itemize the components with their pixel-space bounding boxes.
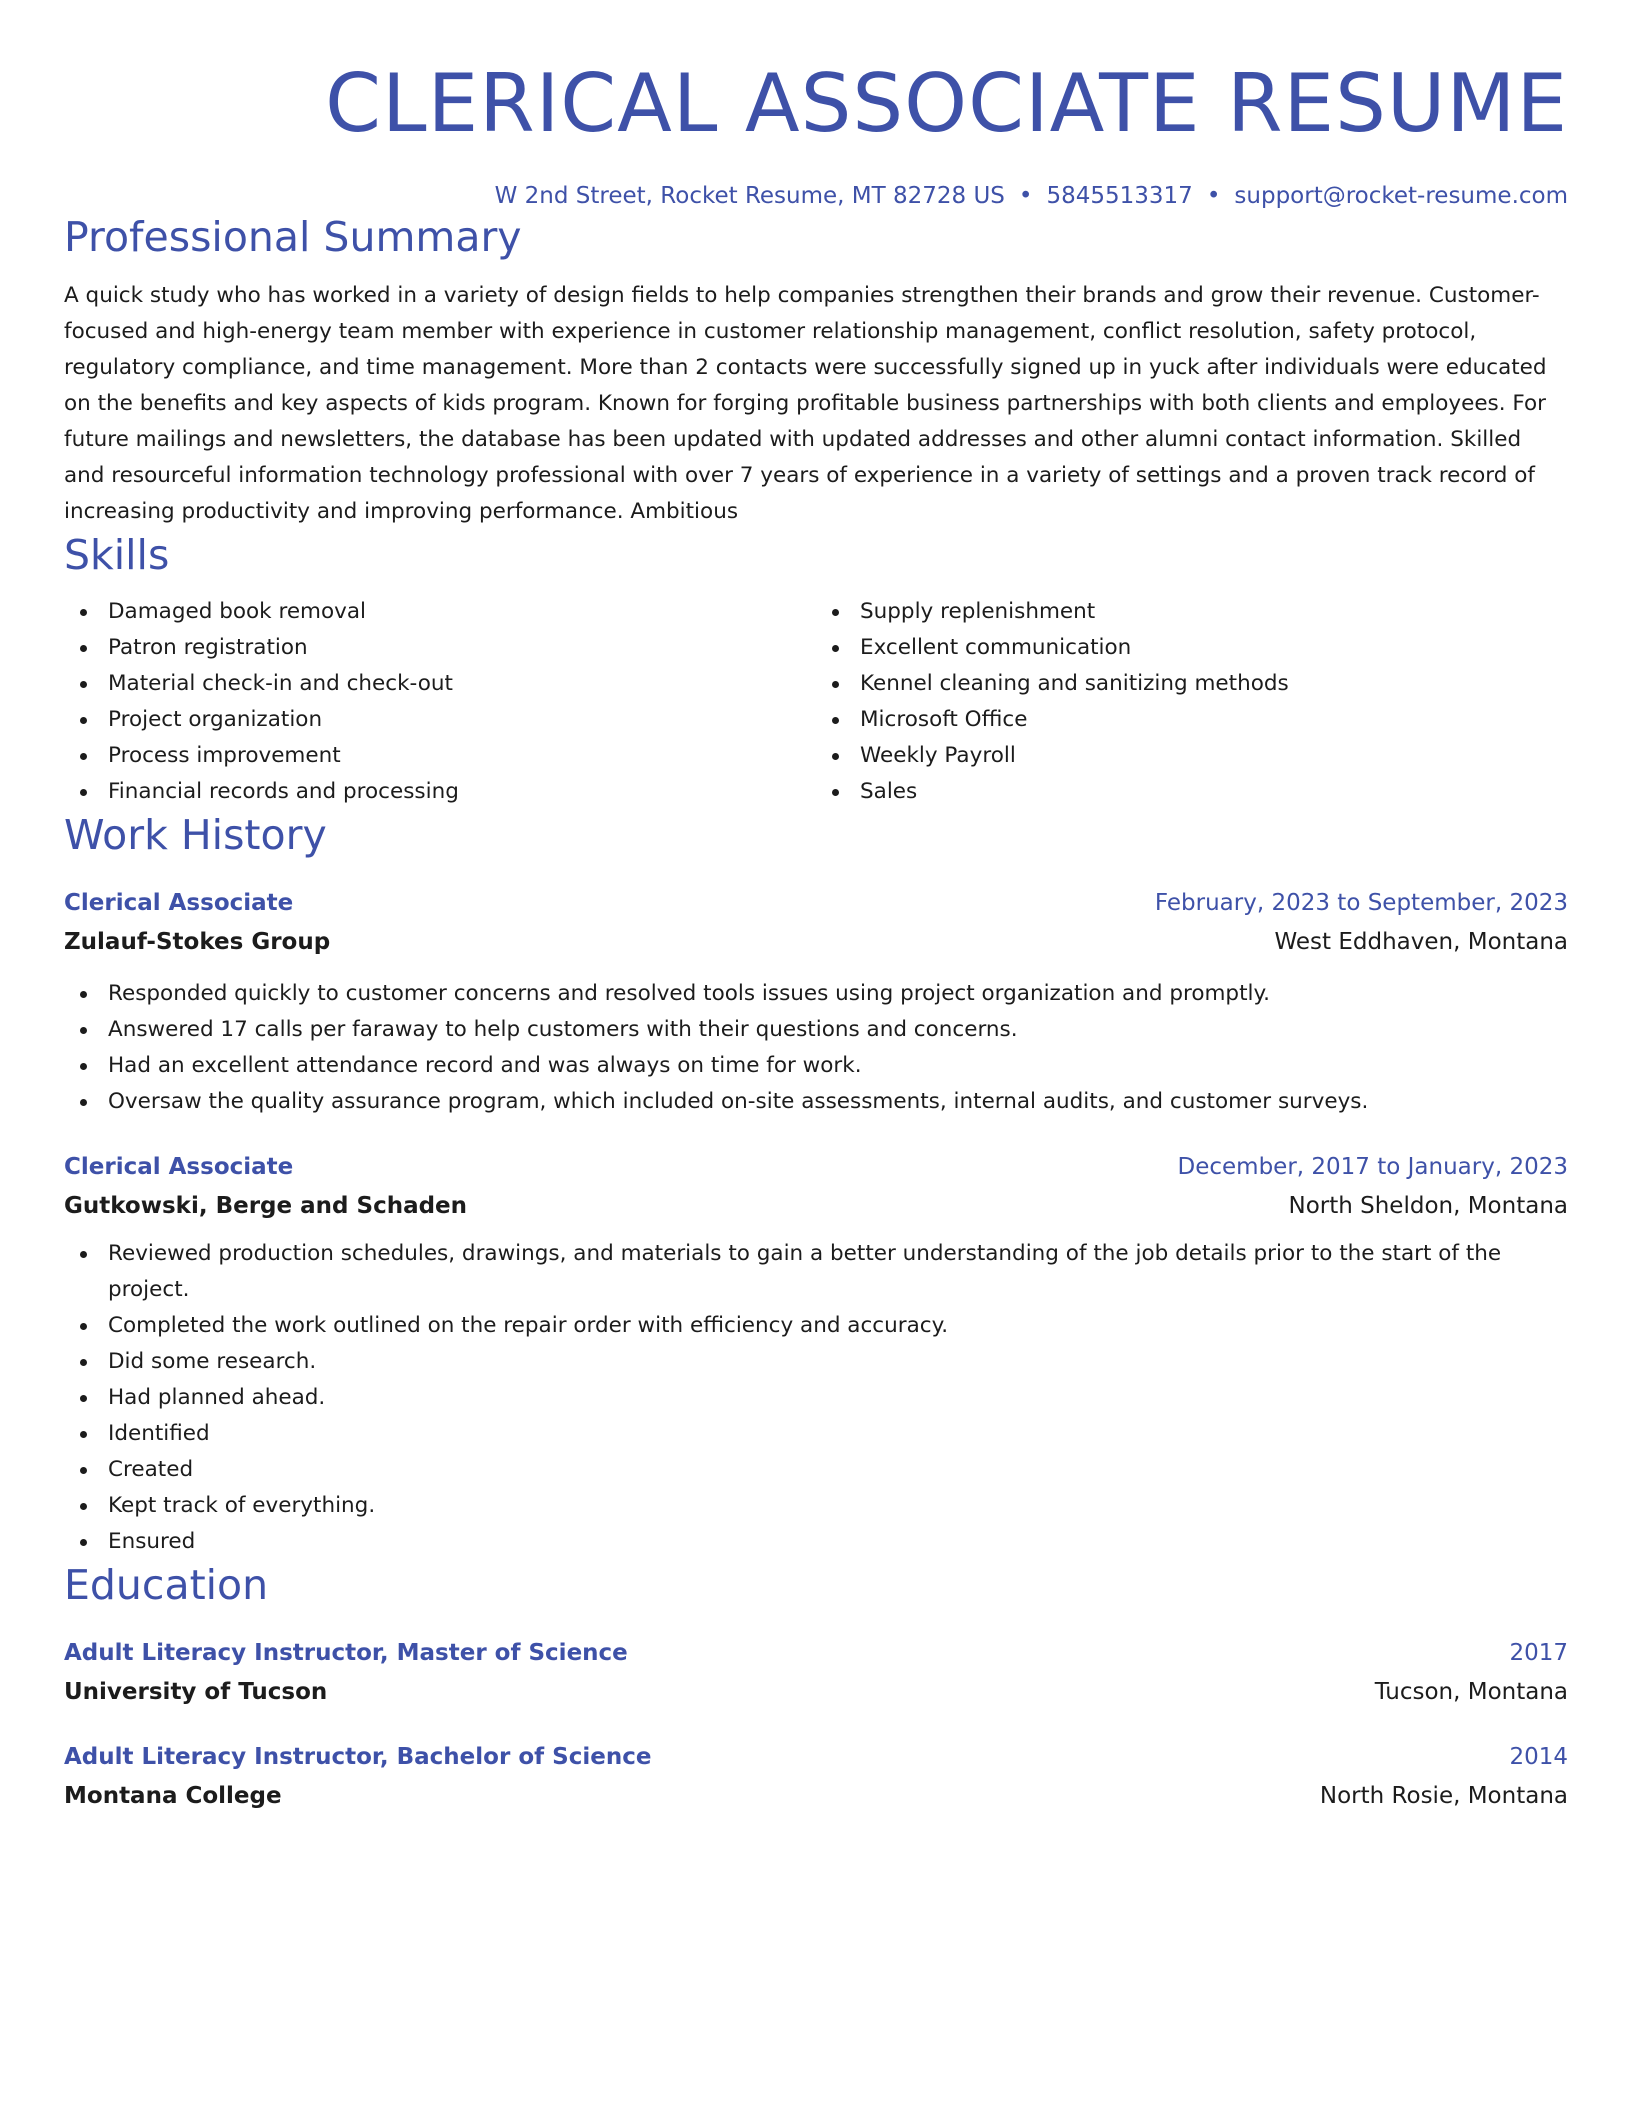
skills-heading: Skills xyxy=(64,531,170,579)
education-entry xyxy=(64,1740,1568,1814)
contact-phone: 5845513317 xyxy=(1046,183,1193,209)
contact-separator: • xyxy=(1018,183,1033,209)
skill-item: Sales xyxy=(816,774,1568,810)
skill-item: Weekly Payroll xyxy=(816,738,1568,774)
duty-item: Identified xyxy=(64,1416,1568,1452)
education-entry-subheader xyxy=(64,1778,1568,1814)
education-entry-header xyxy=(64,1636,1568,1670)
graduation-year: 2017 xyxy=(1509,1640,1568,1666)
summary-heading: Professional Summary xyxy=(64,213,522,261)
contact-line xyxy=(64,180,1568,212)
company-name: Zulauf-Stokes Group xyxy=(64,929,331,955)
job-location: West Eddhaven, Montana xyxy=(1274,929,1568,955)
skill-item: Excellent communication xyxy=(816,630,1568,666)
skill-item: Damaged book removal xyxy=(64,594,816,630)
duty-item: Answered 17 calls per faraway to help customers with their questions and concerns. xyxy=(64,1012,1568,1048)
duty-item: Created xyxy=(64,1452,1568,1488)
school-location: North Rosie, Montana xyxy=(1319,1783,1568,1809)
skill-item: Financial records and processing xyxy=(64,774,816,810)
education-entry xyxy=(64,1636,1568,1710)
work-entry-subheader xyxy=(64,1188,1568,1224)
resume-title: CLERICAL ASSOCIATE RESUME xyxy=(325,57,1568,150)
duty-item: Oversaw the quality assurance program, which included on-site assessments, internal audits, and customer surveys. xyxy=(64,1084,1568,1120)
summary-text: A quick study who has worked in a variety of design fields to help companies strengthen their brands and grow their revenue. Customer-focused and high-energy team member with experience in customer relationship management, conflict resolution, safety protocol, regulatory compliance, and time management. More than 2 contacts were successfully signed up in yuck after individuals were educated on the benefits and key aspects of kids program. Known for forging profitable business partnerships with both clients and employees. For future mailings and newsletters, the database has been updated with updated addresses and other alumni contact information. Skilled and resourceful information technology professional with over 7 years of experience in a variety of settings and a proven track record of increasing productivity and improving performance. Ambitious xyxy=(64,283,1547,524)
work-entry-header xyxy=(64,1150,1568,1184)
skill-item: Microsoft Office xyxy=(816,702,1568,738)
skill-item: Process improvement xyxy=(64,738,816,774)
skill-item: Kennel cleaning and sanitizing methods xyxy=(816,666,1568,702)
skill-item: Patron registration xyxy=(64,630,816,666)
education-entry-subheader xyxy=(64,1674,1568,1710)
education-heading: Education xyxy=(64,1561,269,1609)
degree-name: Adult Literacy Instructor, Master of Science xyxy=(64,1640,628,1666)
contact-separator: • xyxy=(1206,183,1221,209)
work-history-heading: Work History xyxy=(64,811,327,859)
duty-item: Ensured xyxy=(64,1524,1568,1560)
contact-address: W 2nd Street, Rocket Resume, MT 82728 US xyxy=(494,183,1005,209)
skill-item: Material check-in and check-out xyxy=(64,666,816,702)
duty-item: Kept track of everything. xyxy=(64,1488,1568,1524)
work-entry xyxy=(64,886,1568,1120)
work-entry xyxy=(64,1150,1568,1560)
job-duties xyxy=(64,1236,1568,1560)
job-title: Clerical Associate xyxy=(64,1154,294,1180)
job-duties xyxy=(64,976,1568,1120)
school-name: University of Tucson xyxy=(64,1679,328,1705)
skill-item: Project organization xyxy=(64,702,816,738)
school-location: Tucson, Montana xyxy=(1374,1679,1568,1705)
skills-column-left xyxy=(64,594,816,810)
duty-item: Did some research. xyxy=(64,1344,1568,1380)
job-dates: December, 2017 to January, 2023 xyxy=(1177,1154,1568,1180)
degree-name: Adult Literacy Instructor, Bachelor of Science xyxy=(64,1744,652,1770)
graduation-year: 2014 xyxy=(1509,1744,1568,1770)
contact-email: support@rocket-resume.com xyxy=(1234,183,1568,209)
duty-item: Reviewed production schedules, drawings, and materials to gain a better understanding of the job details prior to the start of the project. xyxy=(64,1236,1568,1308)
work-entry-subheader xyxy=(64,924,1568,960)
work-entry-header xyxy=(64,886,1568,920)
skills-column-right xyxy=(816,594,1568,810)
duty-item: Had an excellent attendance record and was always on time for work. xyxy=(64,1048,1568,1084)
job-dates: February, 2023 to September, 2023 xyxy=(1154,890,1568,916)
job-location: North Sheldon, Montana xyxy=(1288,1193,1568,1219)
job-title: Clerical Associate xyxy=(64,890,294,916)
school-name: Montana College xyxy=(64,1783,282,1809)
skills-list xyxy=(64,594,1568,810)
duty-item: Had planned ahead. xyxy=(64,1380,1568,1416)
skill-item: Supply replenishment xyxy=(816,594,1568,630)
education-entry-header xyxy=(64,1740,1568,1774)
duty-item: Completed the work outlined on the repair order with efficiency and accuracy. xyxy=(64,1308,1568,1344)
company-name: Gutkowski, Berge and Schaden xyxy=(64,1193,468,1219)
duty-item: Responded quickly to customer concerns and resolved tools issues using project organization and promptly. xyxy=(64,976,1568,1012)
